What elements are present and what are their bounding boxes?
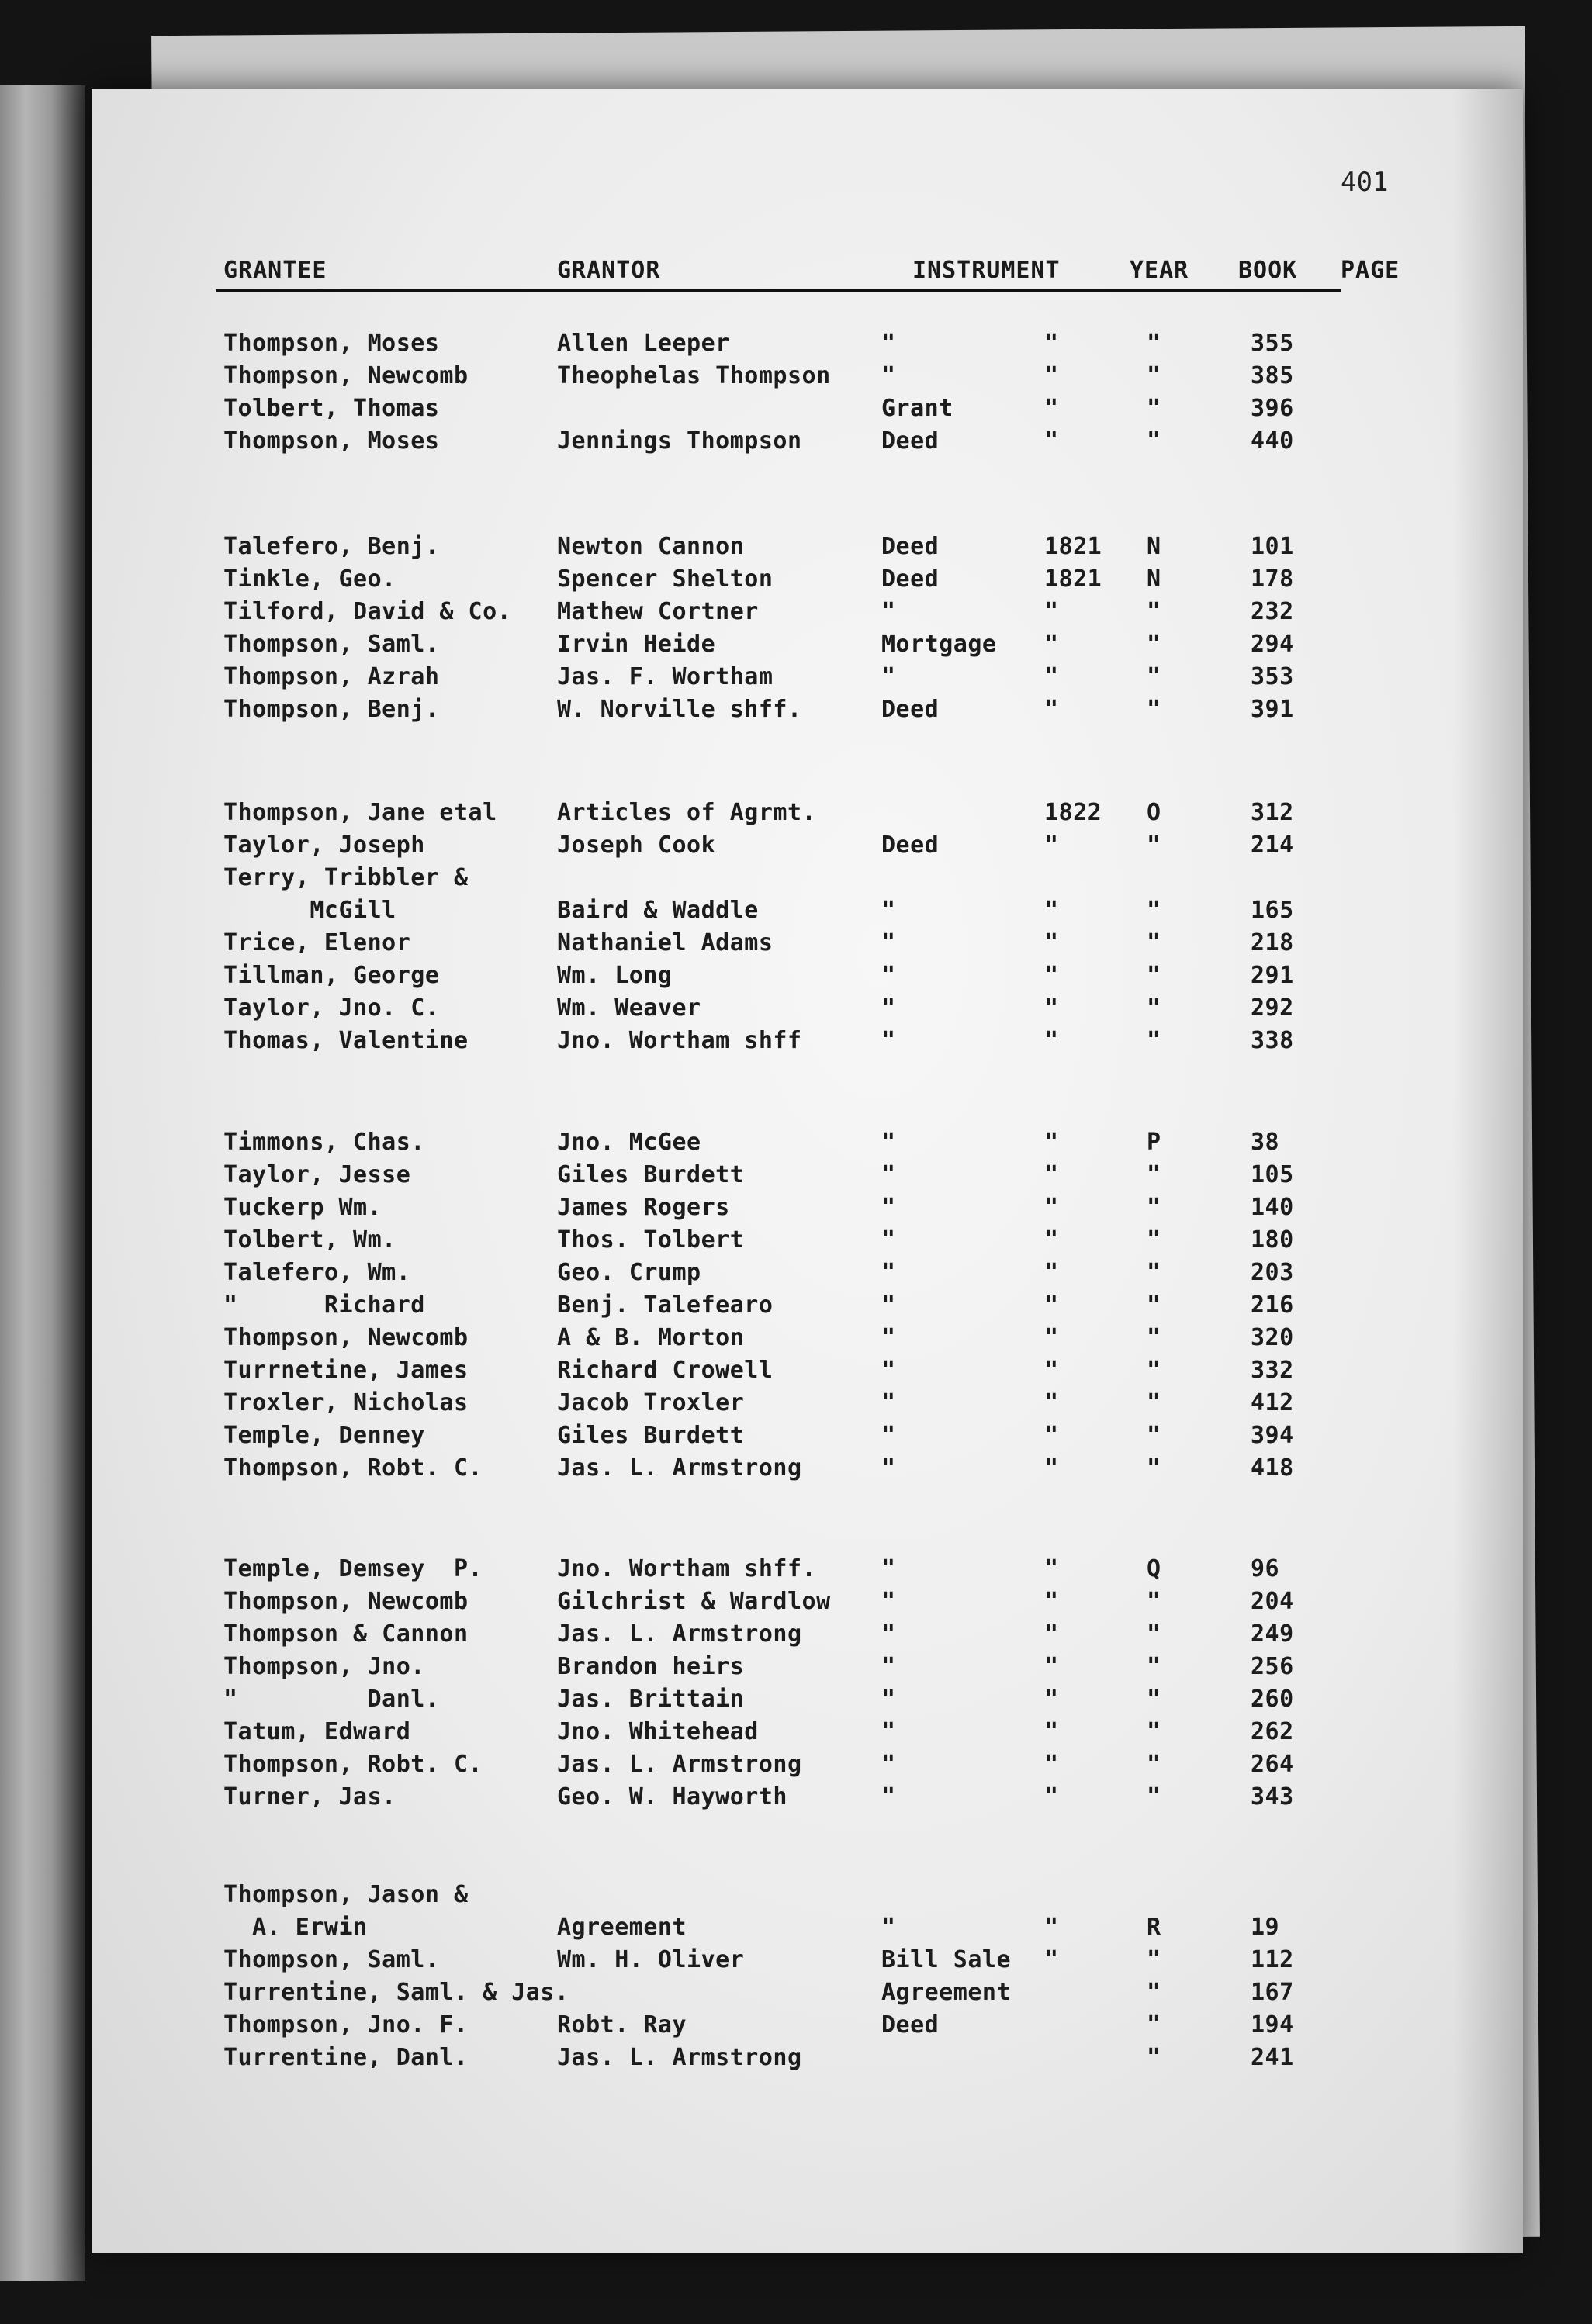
cell-book: " [1147,1161,1161,1188]
cell-year: " [1044,1422,1059,1449]
cell-instrument: " [881,1422,896,1449]
table-row [92,1259,1523,1292]
cell-page: 343 [1251,1783,1294,1810]
cell-book: R [1147,1914,1161,1941]
cell-instrument: Deed [881,565,940,593]
cell-year: " [1044,1751,1059,1778]
cell-grantee: Thompson & Cannon [223,1620,469,1648]
table-row [92,533,1523,565]
cell-instrument: " [881,1027,896,1054]
cell-book: " [1147,598,1161,625]
table-row [92,2011,1523,2044]
table-row [92,1686,1523,1718]
cell-grantor: Jas. Brittain [557,1686,745,1713]
cell-instrument: Agreement [881,1979,1012,2006]
table-row [92,929,1523,962]
cell-grantor: Gilchrist & Wardlow [557,1588,831,1615]
cell-grantee: Turner, Jas. [223,1783,396,1810]
cell-year: " [1044,1588,1059,1615]
cell-year: " [1044,1292,1059,1319]
cell-book: " [1147,1389,1161,1416]
cell-grantor: Wm. H. Oliver [557,1946,745,1973]
cell-grantor: Giles Burdett [557,1422,745,1449]
cell-grantee: Thompson, Saml. [223,631,440,658]
cell-grantor: Thos. Tolbert [557,1226,745,1254]
cell-year: " [1044,929,1059,956]
table-row [92,832,1523,864]
cell-book: " [1147,1783,1161,1810]
cell-grantee: Thompson, Moses [223,330,440,357]
cell-page: 214 [1251,832,1294,859]
cell-book: " [1147,994,1161,1022]
cell-grantee: Thompson, Jno. F. [223,2011,469,2039]
cell-book: " [1147,1979,1161,2006]
table-row [92,1751,1523,1783]
header-grantee: GRANTEE [223,257,327,284]
cell-year: " [1044,1027,1059,1054]
cell-grantor: Geo. W. Hayworth [557,1783,787,1810]
cell-book: " [1147,832,1161,859]
page-number: 401 [1341,167,1389,198]
table-row [92,994,1523,1027]
cell-year: " [1044,395,1059,422]
cell-grantor: Jas. L. Armstrong [557,2044,802,2071]
cell-grantee: Thompson, Newcomb [223,362,469,389]
cell-book: " [1147,929,1161,956]
cell-book: " [1147,362,1161,389]
cell-page: 180 [1251,1226,1294,1254]
cell-year: " [1044,427,1059,455]
cell-book: " [1147,1454,1161,1482]
cell-page: 216 [1251,1292,1294,1319]
cell-grantee: Tilford, David & Co. [223,598,512,625]
cell-grantee: Temple, Denney [223,1422,425,1449]
table-row [92,696,1523,728]
cell-year: " [1044,994,1059,1022]
cell-grantor: Giles Burdett [557,1161,745,1188]
cell-page: 385 [1251,362,1294,389]
cell-book: " [1147,1686,1161,1713]
cell-book: " [1147,631,1161,658]
cell-year: " [1044,330,1059,357]
cell-grantee: Taylor, Jno. C. [223,994,440,1022]
cell-grantee: Thompson, Newcomb [223,1588,469,1615]
cell-instrument: Deed [881,832,940,859]
cell-page: 291 [1251,962,1294,989]
cell-grantor: Jas. L. Armstrong [557,1751,802,1778]
cell-instrument: " [881,929,896,956]
table-row [92,864,1523,897]
cell-page: 101 [1251,533,1294,560]
table-row [92,1914,1523,1946]
cell-book: " [1147,427,1161,455]
cell-book: P [1147,1129,1161,1156]
cell-instrument: " [881,1129,896,1156]
cell-grantor: Jas. L. Armstrong [557,1620,802,1648]
cell-grantee: " Richard [223,1292,425,1319]
cell-grantee: Thompson, Jane etal [223,799,497,826]
cell-page: 241 [1251,2044,1294,2071]
table-row [92,1454,1523,1487]
cell-grantor: Theophelas Thompson [557,362,831,389]
cell-instrument: Mortgage [881,631,997,658]
cell-page: 292 [1251,994,1294,1022]
cell-page: 249 [1251,1620,1294,1648]
cell-page: 320 [1251,1324,1294,1351]
cell-instrument: Deed [881,427,940,455]
cell-year: " [1044,832,1059,859]
cell-year: " [1044,663,1059,690]
cell-grantee: Tolbert, Thomas [223,395,440,422]
cell-instrument: " [881,897,896,924]
cell-page: 262 [1251,1718,1294,1745]
table-row [92,897,1523,929]
cell-year: " [1044,1259,1059,1286]
cell-instrument: " [881,1389,896,1416]
cell-book: " [1147,1718,1161,1745]
cell-grantor: W. Norville shff. [557,696,802,723]
cell-instrument: " [881,1588,896,1615]
cell-grantor: James Rogers [557,1194,730,1221]
cell-year: " [1044,1194,1059,1221]
cell-grantee: " Danl. [223,1686,440,1713]
cell-book: N [1147,565,1161,593]
cell-year: " [1044,696,1059,723]
cell-instrument: Deed [881,533,940,560]
cell-page: 38 [1251,1129,1280,1156]
cell-page: 232 [1251,598,1294,625]
table-row [92,1129,1523,1161]
cell-year: 1821 [1044,565,1102,593]
table-row [92,1422,1523,1454]
table-row [92,1653,1523,1686]
cell-grantor: Spencer Shelton [557,565,774,593]
cell-grantor: Baird & Waddle [557,897,759,924]
table-row [92,1718,1523,1751]
table-row [92,598,1523,631]
cell-instrument: Bill Sale [881,1946,1012,1973]
cell-grantor: Jas. L. Armstrong [557,1454,802,1482]
table-row [92,631,1523,663]
cell-instrument: " [881,330,896,357]
cell-instrument: " [881,1751,896,1778]
cell-page: 418 [1251,1454,1294,1482]
cell-instrument: " [881,598,896,625]
cell-book: " [1147,962,1161,989]
cell-book: " [1147,330,1161,357]
cell-book: " [1147,1946,1161,1973]
cell-page: 178 [1251,565,1294,593]
cell-book: " [1147,696,1161,723]
table-row [92,1389,1523,1422]
cell-page: 396 [1251,395,1294,422]
cell-instrument: " [881,994,896,1022]
cell-book: " [1147,1259,1161,1286]
cell-grantee: Turrentine, Danl. [223,2044,469,2071]
cell-instrument: " [881,1357,896,1384]
cell-instrument: Grant [881,395,953,422]
cell-year: " [1044,897,1059,924]
cell-grantee: A. Erwin [223,1914,368,1941]
cell-grantor: Articles of Agrmt. [557,799,817,826]
cell-instrument: " [881,1914,896,1941]
cell-book: " [1147,2044,1161,2071]
cell-page: 204 [1251,1588,1294,1615]
cell-page: 256 [1251,1653,1294,1680]
cell-grantee: Timmons, Chas. [223,1129,425,1156]
cell-year: " [1044,598,1059,625]
cell-instrument: " [881,1194,896,1221]
cell-grantee: Tillman, George [223,962,440,989]
cell-page: 167 [1251,1979,1294,2006]
cell-grantor: Jas. F. Wortham [557,663,774,690]
header-instrument: INSTRUMENT [912,257,1061,284]
cell-page: 412 [1251,1389,1294,1416]
cell-year: " [1044,1389,1059,1416]
cell-grantor: Mathew Cortner [557,598,759,625]
cell-grantor: Joseph Cook [557,832,716,859]
cell-grantor: Jno. Whitehead [557,1718,759,1745]
cell-year: " [1044,1226,1059,1254]
cell-year: " [1044,1357,1059,1384]
cell-grantor: Jennings Thompson [557,427,802,455]
cell-instrument: Deed [881,696,940,723]
table-row [92,1226,1523,1259]
table-row [92,1194,1523,1226]
table-row [92,1292,1523,1324]
cell-instrument: " [881,1718,896,1745]
cell-grantee: Tinkle, Geo. [223,565,396,593]
table-row [92,2044,1523,2077]
cell-grantee: Tuckerp Wm. [223,1194,382,1221]
table-row [92,1946,1523,1979]
cell-grantee: Taylor, Joseph [223,832,425,859]
cell-year: " [1044,1129,1059,1156]
cell-page: 355 [1251,330,1294,357]
cell-grantee: Tolbert, Wm. [223,1226,396,1254]
cell-grantee: Thompson, Azrah [223,663,440,690]
table-row [92,1783,1523,1816]
cell-book: " [1147,1751,1161,1778]
cell-grantee: Thompson, Moses [223,427,440,455]
cell-page: 105 [1251,1161,1294,1188]
cell-book: O [1147,799,1161,826]
cell-page: 260 [1251,1686,1294,1713]
cell-grantor: Nathaniel Adams [557,929,774,956]
table-row [92,1027,1523,1060]
cell-page: 203 [1251,1259,1294,1286]
cell-page: 338 [1251,1027,1294,1054]
cell-instrument: " [881,1653,896,1680]
cell-book: " [1147,395,1161,422]
cell-year: 1822 [1044,799,1102,826]
cell-book: N [1147,533,1161,560]
cell-page: 353 [1251,663,1294,690]
cell-grantor: A & B. Morton [557,1324,745,1351]
cell-instrument: " [881,1324,896,1351]
cell-grantor: Wm. Weaver [557,994,701,1022]
table-row [92,395,1523,427]
cell-page: 194 [1251,2011,1294,2039]
cell-book: Q [1147,1555,1161,1582]
cell-book: " [1147,1027,1161,1054]
cell-grantee: Trice, Elenor [223,929,411,956]
table-row [92,962,1523,994]
header-book: BOOK [1238,257,1298,284]
ledger-page [92,89,1523,2253]
table-row [92,1979,1523,2011]
cell-page: 394 [1251,1422,1294,1449]
cell-grantee: Thompson, Newcomb [223,1324,469,1351]
cell-book: " [1147,1422,1161,1449]
cell-instrument: " [881,1292,896,1319]
cell-grantee: Tatum, Edward [223,1718,411,1745]
header-page: PAGE [1341,257,1400,284]
cell-grantor: Robt. Ray [557,2011,687,2039]
table-row [92,330,1523,362]
table-row [92,427,1523,460]
cell-book: " [1147,1357,1161,1384]
cell-year: 1821 [1044,533,1102,560]
cell-year: " [1044,1686,1059,1713]
cell-book: " [1147,897,1161,924]
cell-instrument: " [881,962,896,989]
cell-grantor: Agreement [557,1914,687,1941]
ledger-entries [92,89,1523,2253]
cell-grantor: Wm. Long [557,962,673,989]
cell-instrument: " [881,1686,896,1713]
cell-page: 218 [1251,929,1294,956]
cell-grantor: Newton Cannon [557,533,745,560]
cell-grantor: Irvin Heide [557,631,716,658]
table-row [92,1881,1523,1914]
cell-grantee: Thomas, Valentine [223,1027,469,1054]
table-row [92,1357,1523,1389]
cell-instrument: " [881,1161,896,1188]
cell-page: 332 [1251,1357,1294,1384]
cell-grantee: Thompson, Saml. [223,1946,440,1973]
cell-book: " [1147,1226,1161,1254]
header-year: YEAR [1130,257,1189,284]
table-row [92,1588,1523,1620]
cell-instrument: " [881,1783,896,1810]
table-row [92,1324,1523,1357]
cell-year: " [1044,1783,1059,1810]
cell-year: " [1044,1718,1059,1745]
cell-book: " [1147,1194,1161,1221]
cell-year: " [1044,1555,1059,1582]
cell-year: " [1044,1324,1059,1351]
cell-grantee: Troxler, Nicholas [223,1389,469,1416]
cell-book: " [1147,1292,1161,1319]
header-grantor: GRANTOR [557,257,661,284]
cell-grantee: Thompson, Robt. C. [223,1751,483,1778]
cell-grantor: Jno. Wortham shff. [557,1555,817,1582]
cell-instrument: " [881,663,896,690]
cell-book: " [1147,663,1161,690]
cell-grantee: Thompson, Jno. [223,1653,425,1680]
cell-grantor: Jacob Troxler [557,1389,745,1416]
cell-page: 165 [1251,897,1294,924]
cell-grantee: Talefero, Wm. [223,1259,411,1286]
cell-instrument: " [881,1226,896,1254]
cell-instrument: " [881,1259,896,1286]
cell-year: " [1044,1946,1059,1973]
cell-page: 19 [1251,1914,1280,1941]
cell-page: 264 [1251,1751,1294,1778]
cell-book: " [1147,2011,1161,2039]
cell-book: " [1147,1324,1161,1351]
cell-year: " [1044,1161,1059,1188]
cell-grantor: Jno. Wortham shff [557,1027,802,1054]
table-row [92,1620,1523,1653]
table-row [92,799,1523,832]
cell-instrument: " [881,1620,896,1648]
table-row [92,1161,1523,1194]
cell-year: " [1044,1914,1059,1941]
cell-grantee: Temple, Demsey P. [223,1555,483,1582]
adjacent-binder-edge [0,85,85,2281]
cell-year: " [1044,362,1059,389]
cell-grantee: Talefero, Benj. [223,533,440,560]
cell-page: 440 [1251,427,1294,455]
cell-year: " [1044,1454,1059,1482]
cell-grantor: Geo. Crump [557,1259,701,1286]
cell-grantor: Benj. Talefearo [557,1292,774,1319]
cell-page: 96 [1251,1555,1280,1582]
cell-year: " [1044,962,1059,989]
cell-grantor: Brandon heirs [557,1653,745,1680]
cell-instrument: " [881,1555,896,1582]
cell-grantee: Turrentine, Saml. & Jas. [223,1979,569,2006]
cell-page: 112 [1251,1946,1294,1973]
table-row [92,663,1523,696]
cell-grantee: Thompson, Jason & [223,1881,469,1908]
table-row [92,565,1523,598]
cell-instrument: " [881,1454,896,1482]
table-row [92,362,1523,395]
cell-year: " [1044,1620,1059,1648]
cell-grantee: Turrnetine, James [223,1357,469,1384]
cell-grantee: Taylor, Jesse [223,1161,411,1188]
cell-instrument: Deed [881,2011,940,2039]
cell-page: 312 [1251,799,1294,826]
table-row [92,1555,1523,1588]
cell-grantee: McGill [223,897,396,924]
cell-grantee: Thompson, Robt. C. [223,1454,483,1482]
cell-page: 391 [1251,696,1294,723]
cell-book: " [1147,1653,1161,1680]
cell-page: 294 [1251,631,1294,658]
cell-grantee: Terry, Tribbler & [223,864,469,891]
cell-page: 140 [1251,1194,1294,1221]
cell-grantee: Thompson, Benj. [223,696,440,723]
cell-year: " [1044,1653,1059,1680]
cell-book: " [1147,1588,1161,1615]
cell-year: " [1044,631,1059,658]
cell-grantor: Richard Crowell [557,1357,774,1384]
cell-book: " [1147,1620,1161,1648]
cell-grantor: Allen Leeper [557,330,730,357]
cell-instrument: " [881,362,896,389]
cell-grantor: Jno. McGee [557,1129,701,1156]
